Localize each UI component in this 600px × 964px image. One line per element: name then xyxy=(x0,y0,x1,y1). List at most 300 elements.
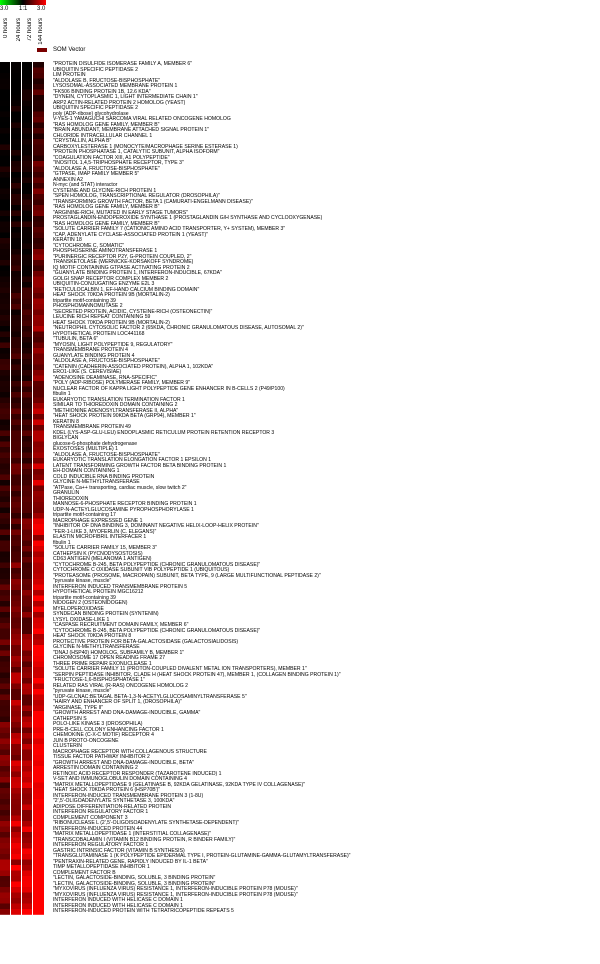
gene-label: "GROWTH ARREST AND DNA-DAMAGE-INDUCIBLE, GAMMA" xyxy=(53,710,201,716)
gene-label: UBIQUITIN-CONJUGATING ENZYME E2L 3 xyxy=(53,281,155,287)
heatmap-cell xyxy=(33,821,44,827)
heatmap-cell xyxy=(33,788,44,794)
heatmap-cell xyxy=(0,898,10,904)
gene-label: GRANULIN xyxy=(53,490,80,496)
heatmap-cell xyxy=(0,442,10,448)
heatmap-cell xyxy=(22,167,32,173)
heatmap-cell xyxy=(0,711,10,717)
gene-label: COMPLEMENT COMPONENT 3 xyxy=(53,814,128,821)
heatmap-cell xyxy=(0,420,10,426)
heatmap-cell xyxy=(22,810,32,816)
heatmap-cell xyxy=(0,854,10,860)
heatmap-cell xyxy=(0,227,10,233)
heatmap-cell xyxy=(11,365,21,371)
gene-label: KERATIN 18 xyxy=(53,237,82,243)
heatmap-cell xyxy=(11,854,21,860)
heatmap-cell xyxy=(0,156,10,162)
gene-label: "MATRIX METALLOPEPTIDASE 1 (INTERSTITIAL COLLAGENASE)" xyxy=(53,831,212,837)
heatmap-cell xyxy=(33,211,44,217)
heatmap-cell xyxy=(33,156,44,162)
heatmap-cell xyxy=(22,689,32,695)
heatmap-cell xyxy=(0,370,10,376)
gene-label: tripartite motif-containing 39 xyxy=(53,594,116,601)
heatmap-cell xyxy=(33,761,44,767)
heatmap-cell xyxy=(22,656,32,662)
gene-label: ERO1-LIKE (S. CEREVISIAE) xyxy=(53,369,122,375)
heatmap-cell xyxy=(33,365,44,371)
heatmap-cell xyxy=(0,293,10,299)
heatmap-cell xyxy=(0,145,10,151)
heatmap-cell xyxy=(0,194,10,200)
heatmap-cell xyxy=(0,134,10,140)
heatmap-cell xyxy=(11,838,21,844)
heatmap-cell xyxy=(11,612,21,618)
scale-max-label: 3.0 xyxy=(37,6,46,12)
heatmap-cell xyxy=(0,178,10,184)
gene-label: "SECRETED PROTEIN, ACIDIC, CYSTEINE-RICH (OSTEONECTIN)" xyxy=(53,308,213,315)
heatmap-cell xyxy=(33,667,44,673)
heatmap-cell xyxy=(11,728,21,734)
heatmap-cell xyxy=(22,645,32,651)
heatmap-cell xyxy=(0,722,10,728)
heatmap-cell xyxy=(33,585,44,591)
gene-label: "NEUTROPHIL CYTOSOLIC FACTOR 2 (65KDA, CHRONIC GRANULOMATOUS DISEASE, AUTOSOMAL 2)" xyxy=(53,325,304,331)
heatmap-cell xyxy=(0,277,10,283)
heatmap-cell xyxy=(11,530,21,536)
heatmap-cell xyxy=(0,183,10,189)
heatmap-cell xyxy=(22,860,32,866)
gene-label: UBIQUITIN SPECIFIC PEPTIDASE 2 xyxy=(53,105,138,111)
heatmap-cell xyxy=(0,403,10,409)
heatmap-cell xyxy=(33,79,44,85)
heatmap-cell xyxy=(11,315,21,321)
heatmap-cell xyxy=(33,398,44,404)
heatmap-cell xyxy=(22,387,32,393)
gene-label: "GROWTH ARREST AND DNA-DAMAGE-INDUCIBLE, BETA" xyxy=(53,759,194,766)
heatmap-cell xyxy=(0,447,10,453)
gene-label: INTERFERON INDUCED WITH HELICASE C DOMAIN 1 xyxy=(53,902,183,909)
heatmap-cell xyxy=(0,84,10,90)
gene-label: MYELOPEROXIDASE xyxy=(53,605,104,612)
heatmap-cell xyxy=(22,381,32,387)
heatmap-cell xyxy=(0,480,10,486)
gene-label: "RIBONUCLEASE L (2',5'-OLIGOISOADENYLATE SYNTHETASE-DEPENDENT)" xyxy=(53,820,240,826)
heatmap-cell xyxy=(11,717,21,723)
gene-label: "MYXOVIRUS (INFLUENZA VIRUS) RESISTANCE 1, INTERFERON-INDUCIBLE PROTEIN P78 (MOUSE)" xyxy=(53,891,298,898)
heatmap-cell xyxy=(0,684,10,690)
gene-label: "PROTEIN PHOSPHATASE 1, CATALYTIC SUBUNIT, ALPHA ISOFORM" xyxy=(53,149,220,155)
gene-label: COLD INDUCIBLE RNA BINDING PROTEIN xyxy=(53,473,155,480)
heatmap-cell xyxy=(33,772,44,778)
heatmap-cell xyxy=(0,766,10,772)
gene-label: LATENT TRANSFORMING GROWTH FACTOR BETA BINDING PROTEIN 1 xyxy=(53,462,227,469)
heatmap-cell xyxy=(0,139,10,145)
heatmap-cell xyxy=(33,568,44,574)
heatmap-cell xyxy=(22,662,32,668)
gene-label: EH-DOMAIN CONTAINING 1 xyxy=(53,468,120,474)
gene-label: tripartite motif-containing 39 xyxy=(53,297,116,304)
heatmap-cell xyxy=(0,849,10,855)
heatmap-cell xyxy=(22,359,32,365)
heatmap-cell xyxy=(22,728,32,734)
heatmap-cell xyxy=(11,453,21,459)
heatmap-cell xyxy=(11,139,21,145)
gene-label: "ALDOLASE B, FRUCTOSE-BISPHOSPHATE" xyxy=(53,77,161,84)
heatmap-cell xyxy=(11,288,21,294)
heatmap-cell xyxy=(22,304,32,310)
heatmap-cell xyxy=(11,249,21,255)
gene-label: "PENTRAXIN-RELATED GENE, RAPIDLY INDUCED BY IL-1 BETA" xyxy=(53,858,208,865)
heatmap-cell xyxy=(0,321,10,327)
heatmap-cell xyxy=(33,431,44,437)
heatmap-cell xyxy=(11,68,21,74)
heatmap-cell xyxy=(0,233,10,239)
gene-label: "TRANSFORMING GROWTH FACTOR, BETA 1 (CAMURATI-ENGELMANN DISEASE)" xyxy=(53,198,253,205)
gene-label: LYSOSOMAL-ASSOCIATED MEMBRANE PROTEIN 1 xyxy=(53,83,178,89)
heatmap-cell xyxy=(33,590,44,596)
gene-label: CHLORIDE INTRACELLULAR CHANNEL 1 xyxy=(53,132,153,139)
heatmap-cell xyxy=(0,398,10,404)
heatmap-cell xyxy=(22,398,32,404)
gene-label: TRANSMEMBRANE PROTEIN 4 xyxy=(53,347,129,353)
gene-label: "ALDOLASE A, FRUCTOSE-BISPHOSPHATE" xyxy=(53,165,160,172)
heatmap-cell xyxy=(0,717,10,723)
heatmap-cell xyxy=(33,623,44,629)
gene-label: LIM PROTEIN xyxy=(53,72,86,78)
heatmap-cell xyxy=(33,260,44,266)
gene-label: HYPOTHETICAL PROTEIN MGC16212 xyxy=(53,589,144,595)
heatmap-cell xyxy=(22,519,32,525)
heatmap-cell xyxy=(0,612,10,618)
heatmap-cell xyxy=(22,596,32,602)
heatmap-cell xyxy=(33,227,44,233)
heatmap-cell xyxy=(11,376,21,382)
heatmap-cell xyxy=(0,326,10,332)
heatmap-cell xyxy=(33,722,44,728)
heatmap-cell xyxy=(0,200,10,206)
heatmap-cell xyxy=(0,519,10,525)
heatmap-cell xyxy=(33,904,44,910)
heatmap-cell xyxy=(0,95,10,101)
heatmap-cell xyxy=(0,337,10,343)
heatmap-cell xyxy=(33,189,44,195)
heatmap-cell xyxy=(33,524,44,530)
heatmap-cell xyxy=(33,865,44,871)
heatmap-cell xyxy=(11,585,21,591)
heatmap-cell xyxy=(22,530,32,536)
heatmap-cell xyxy=(11,150,21,156)
heatmap-cell xyxy=(11,678,21,684)
gene-label: JUN B PROTO-ONCOGENE xyxy=(53,737,119,744)
heatmap-cell xyxy=(22,392,32,398)
heatmap-cell xyxy=(22,123,32,129)
heatmap-cell xyxy=(11,640,21,646)
gene-label: UBIQUITIN SPECIFIC PEPTIDASE 2 xyxy=(53,66,138,73)
heatmap-cell xyxy=(22,739,32,745)
heatmap-cell xyxy=(0,607,10,613)
heatmap-cell xyxy=(22,90,32,96)
heatmap-cell xyxy=(0,304,10,310)
heatmap-cell xyxy=(22,376,32,382)
heatmap-cell xyxy=(33,640,44,646)
heatmap-cell xyxy=(0,453,10,459)
gene-label: "METHIONINE ADENOSYLTRANSFERASE II, ALPHA" xyxy=(53,407,179,414)
heatmap-cell xyxy=(33,161,44,167)
gene-label: "DNAJ (HSP40) HOMOLOG, SUBFAMILY B, MEMBER 1" xyxy=(53,649,185,656)
gene-label: "HEAT SHOCK PROTEIN 90KDA BETA (GRP94), MEMBER 1" xyxy=(53,413,196,419)
heatmap-cell xyxy=(22,425,32,431)
heatmap-cell xyxy=(11,403,21,409)
gene-label: "MATRIX METALLOPEPTIDASE 9 (GELATINASE B, 92KDA GELATINASE, 92KDA TYPE IV COLLAGENASE)" xyxy=(53,781,305,788)
heatmap-cell xyxy=(33,178,44,184)
heatmap-cell xyxy=(33,805,44,811)
heatmap-cell xyxy=(0,744,10,750)
heatmap-cell xyxy=(22,673,32,679)
heatmap-cell xyxy=(11,73,21,79)
gene-label: "SERPIN PEPTIDASE INHIBITOR, CLADE H (HEAT SHOCK PROTEIN 47), MEMBER 1, (COLLAGEN BINDING PROTEIN 1)" xyxy=(53,671,341,678)
gene-label: CATHEPSIN K (PYCNODYSOSTOSIS) xyxy=(53,550,143,557)
gene-label: N-myc (and STAT) interactor xyxy=(53,182,118,188)
heatmap-cell xyxy=(33,898,44,904)
gene-label: "UDP-GLCNAC:BETAGAL BETA-1,3-N-ACETYLGLUCOSAMINYLTRANSFERASE 5" xyxy=(53,693,247,700)
heatmap-cell xyxy=(11,222,21,228)
heatmap-cell xyxy=(33,167,44,173)
heatmap-cell xyxy=(0,777,10,783)
heatmap-cell xyxy=(0,354,10,360)
heatmap-cell xyxy=(22,486,32,492)
heatmap-cell xyxy=(33,607,44,613)
heatmap-cell xyxy=(22,700,32,706)
heatmap-cell xyxy=(22,640,32,646)
heatmap-cell xyxy=(22,634,32,640)
heatmap-cell xyxy=(22,200,32,206)
heatmap-cell xyxy=(33,216,44,222)
heatmap-cell xyxy=(0,310,10,316)
gene-label: "FRUCTOSE-1,6-BISPHOSPHATASE 1" xyxy=(53,677,145,683)
heatmap-cell xyxy=(11,513,21,519)
heatmap-cell xyxy=(33,596,44,602)
heatmap-cell xyxy=(33,183,44,189)
heatmap-cell xyxy=(33,513,44,519)
gene-label: tripartite motif-containing 17 xyxy=(53,512,116,518)
heatmap-cell xyxy=(33,436,44,442)
heatmap-cell xyxy=(33,579,44,585)
heatmap-cell xyxy=(0,651,10,657)
gene-label: "pyruvate kinase, muscle" xyxy=(53,578,112,584)
gene-label: ANNEXIN A2 xyxy=(53,176,84,183)
heatmap-cell xyxy=(22,172,32,178)
heatmap-cell xyxy=(33,117,44,123)
heatmap-cell xyxy=(33,827,44,833)
heatmap-cell xyxy=(33,205,44,211)
heatmap-cell xyxy=(0,541,10,547)
heatmap-cell xyxy=(0,662,10,668)
heatmap-cell xyxy=(22,893,32,899)
heatmap-cell xyxy=(33,673,44,679)
heatmap-cell xyxy=(22,442,32,448)
heatmap-cell xyxy=(11,475,21,481)
gene-label: "PURINERGIC RECEPTOR P2Y, G-PROTEIN COUPLED, 2" xyxy=(53,253,192,260)
gene-label: "SOLUTE CARRIER FAMILY 15, MEMBER 3" xyxy=(53,545,157,551)
heatmap-cell xyxy=(22,585,32,591)
heatmap-cell xyxy=(0,189,10,195)
heatmap-cell xyxy=(11,656,21,662)
heatmap-cell xyxy=(11,326,21,332)
heatmap-cell xyxy=(33,370,44,376)
heatmap-cell xyxy=(22,453,32,459)
heatmap-cell xyxy=(22,695,32,701)
heatmap-cell xyxy=(0,843,10,849)
gene-label: PRE-B-CELL COLONY ENHANCING FACTOR 1 xyxy=(53,726,164,733)
heatmap-cell xyxy=(33,271,44,277)
heatmap-cell xyxy=(22,755,32,761)
heatmap-cell xyxy=(22,84,32,90)
heatmap-cell xyxy=(11,568,21,574)
heatmap-cell xyxy=(33,288,44,294)
heatmap-cell xyxy=(11,293,21,299)
heatmap-cell xyxy=(11,112,21,118)
heatmap-cell xyxy=(0,222,10,228)
heatmap-cell xyxy=(22,134,32,140)
heatmap-cell xyxy=(11,673,21,679)
heatmap-cell xyxy=(0,315,10,321)
heatmap-cell xyxy=(11,95,21,101)
gene-label: "TRANSCOBALAMIN I (VITAMIN B12 BINDING PROTEIN, R BINDER FAMILY)" xyxy=(53,836,236,843)
heatmap-cell xyxy=(11,777,21,783)
heatmap-cell xyxy=(11,101,21,107)
heatmap-cell xyxy=(11,354,21,360)
heatmap-cell xyxy=(0,332,10,338)
gene-label: LYSYL OXIDASE-LIKE 1 xyxy=(53,616,110,623)
heatmap-cell xyxy=(11,134,21,140)
heatmap-cell xyxy=(33,139,44,145)
heatmap-cell xyxy=(11,761,21,767)
gene-label: "pyruvate kinase, muscle" xyxy=(53,688,112,694)
gene-label: "TUBULIN, BETA 6" xyxy=(53,336,99,342)
heatmap-cell xyxy=(0,128,10,134)
heatmap-cell xyxy=(33,700,44,706)
gene-label: ARP2 ACTIN-RELATED PROTEIN 2 HOMOLOG (YEAST) xyxy=(53,99,186,106)
gene-label: "CATENIN (CADHERIN-ASSOCIATED PROTEIN), ALPHA 1, 102KDA" xyxy=(53,363,214,370)
heatmap-cell xyxy=(33,502,44,508)
heatmap-cell xyxy=(33,128,44,134)
heatmap-cell xyxy=(11,211,21,217)
heatmap-cell xyxy=(22,882,32,888)
heatmap-cell xyxy=(33,337,44,343)
som-vector-label: SOM Vector xyxy=(53,47,86,53)
heatmap-cell xyxy=(33,464,44,470)
heatmap-cell xyxy=(0,909,10,915)
heatmap-cell xyxy=(0,359,10,365)
gene-label: "HAIRY AND ENHANCER OF SPLIT 1, (DROSOPHILA)" xyxy=(53,699,182,705)
heatmap-cell xyxy=(0,739,10,745)
heatmap-cell xyxy=(33,266,44,272)
gene-label: CD63 ANTIGEN (MELANOMA 1 ANTIGEN) xyxy=(53,556,152,562)
heatmap-cell xyxy=(33,101,44,107)
heatmap-cell xyxy=(22,332,32,338)
heatmap-cell xyxy=(33,744,44,750)
heatmap-cell xyxy=(0,733,10,739)
heatmap-cell xyxy=(11,700,21,706)
heatmap-cell xyxy=(22,183,32,189)
gene-label: COMPLEMENT FACTOR B xyxy=(53,869,116,876)
heatmap-cell xyxy=(0,431,10,437)
heatmap-cell xyxy=(11,662,21,668)
heatmap-cell xyxy=(33,293,44,299)
heatmap-cell xyxy=(11,706,21,712)
heatmap-cell xyxy=(33,728,44,734)
heatmap-cell xyxy=(11,392,21,398)
heatmap-cell xyxy=(0,425,10,431)
column-header-24h: 24 hours xyxy=(16,18,22,42)
heatmap-cell xyxy=(22,898,32,904)
heatmap-cell xyxy=(22,156,32,162)
heatmap-cell xyxy=(0,590,10,596)
heatmap-cell xyxy=(22,502,32,508)
heatmap-cell xyxy=(11,398,21,404)
heatmap-cell xyxy=(11,216,21,222)
gene-label: INTERFERON REGULATORY FACTOR 1 xyxy=(53,809,149,815)
heatmap-cell xyxy=(22,574,32,580)
heatmap-cell xyxy=(33,651,44,657)
heatmap-cell xyxy=(22,255,32,261)
heatmap-cell xyxy=(22,623,32,629)
heatmap-cell xyxy=(33,106,44,112)
heatmap-cell xyxy=(22,436,32,442)
heatmap-cell xyxy=(22,876,32,882)
gene-label: "TRANSGLUTAMINASE 1 (K POLYPEPTIDE EPIDERMAL TYPE I, PROTEIN-GLUTAMINE-GAMMA-GLUTAMYLTRANSFERASE)" xyxy=(53,853,351,859)
gene-label: "DYNEIN, CYTOPLASMIC 1, LIGHT INTERMEDIATE CHAIN 1" xyxy=(53,94,198,100)
gene-label: CHROMOSOME 17 OPEN READING FRAME 27 xyxy=(53,655,166,661)
gene-label: BIGLYCAN xyxy=(53,435,79,441)
heatmap-cell xyxy=(33,530,44,536)
heatmap-cell xyxy=(0,491,10,497)
heatmap-cell xyxy=(11,865,21,871)
heatmap-cell xyxy=(11,794,21,800)
heatmap-cell xyxy=(33,447,44,453)
heatmap-cell xyxy=(0,667,10,673)
heatmap-cell xyxy=(33,557,44,563)
heatmap-cell xyxy=(0,464,10,470)
heatmap-cell xyxy=(22,766,32,772)
heatmap-cell xyxy=(22,249,32,255)
heatmap-cell xyxy=(22,684,32,690)
heatmap-cell xyxy=(22,750,32,756)
heatmap-cell xyxy=(33,359,44,365)
gene-label: EXOSTOSES (MULTIPLE) 1 xyxy=(53,446,118,452)
heatmap-cell xyxy=(0,244,10,250)
heatmap-cell xyxy=(11,277,21,283)
gene-label: "CYTOCHROME B-245, BETA POLYPEPTIDE (CHRONIC GRANULOMATOUS DISEASE)" xyxy=(53,561,261,568)
heatmap-cell xyxy=(33,321,44,327)
heatmap-cell xyxy=(22,288,32,294)
heatmap-cell xyxy=(11,486,21,492)
heatmap-cell xyxy=(11,519,21,525)
gene-label: CYTOCHROME C OXIDASE SUBUNIT VIB POLYPEPTIDE 1 (UBIQUITOUS) xyxy=(53,567,230,573)
gene-label: "HEAT SHOCK 70KDA PROTEIN 6 (HSP70B')" xyxy=(53,787,161,793)
heatmap-cell xyxy=(33,123,44,129)
heatmap-cell xyxy=(22,524,32,530)
gene-label: INTERFERON INDUCED TRANSMEMBRANE PROTEIN 5 xyxy=(53,583,188,590)
heatmap-cell xyxy=(22,447,32,453)
heatmap-cell xyxy=(0,79,10,85)
heatmap-cell xyxy=(11,876,21,882)
heatmap-cell xyxy=(11,304,21,310)
heatmap-cell xyxy=(0,546,10,552)
heatmap-cell xyxy=(22,651,32,657)
gene-label: NUCLEAR FACTOR OF KAPPA LIGHT POLYPEPTIDE GENE ENHANCER IN B-CELLS 2 (P49/P100) xyxy=(53,385,285,392)
heatmap-cell xyxy=(22,370,32,376)
